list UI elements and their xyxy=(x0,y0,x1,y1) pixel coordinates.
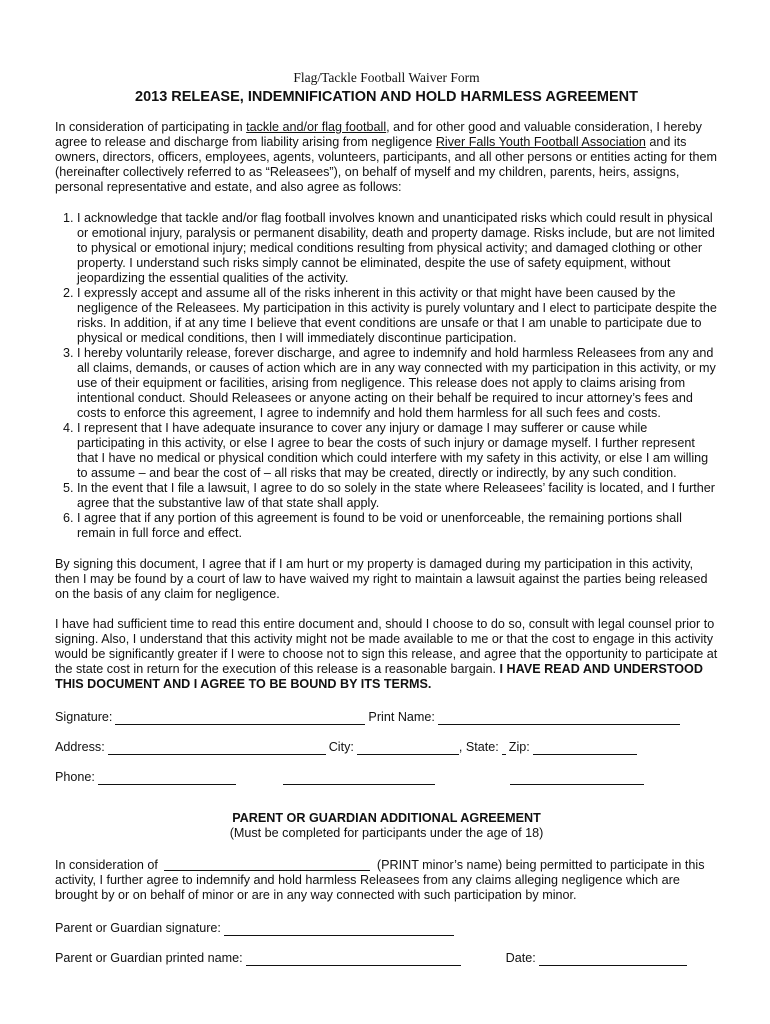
address-label: Address: xyxy=(55,740,105,754)
print-name-field[interactable] xyxy=(438,712,680,725)
guardian-printed-name-field[interactable] xyxy=(246,953,461,966)
zip-field[interactable] xyxy=(533,742,637,755)
intro-text-2: , and for other good and valuable consideration, I hereby agree to release and discharge from liability arising from negligence xyxy=(55,120,702,149)
clauses-list xyxy=(55,211,718,541)
clause-6: 6. I agree that if any portion of this agreement is found to be void or unenforceable, the remaining portions shall remain in full force and effect. xyxy=(77,511,718,541)
state-label: , State: xyxy=(458,740,499,754)
association-name: River Falls Youth Football Association xyxy=(435,135,646,149)
consideration-text-2: (PRINT minor’s name) being permitted to participate in this activity, I further agree to indemnify and hold harmless Releasees from any claims alleging negligence which are brought by or on behalf of minor or are in any way connected with such participation by minor. xyxy=(55,858,705,902)
guardian-section-title: PARENT OR GUARDIAN ADDITIONAL AGREEMENT xyxy=(232,811,541,825)
intro-paragraph xyxy=(55,120,718,195)
phone-row xyxy=(55,770,718,785)
guardian-consideration-paragraph xyxy=(55,858,718,903)
activity-name: tackle and/or flag football xyxy=(246,120,387,134)
guardian-signature-field[interactable] xyxy=(224,923,454,936)
consideration-text-1: In consideration of xyxy=(55,858,162,872)
guardian-section-subtitle: (Must be completed for participants under the age of 18) xyxy=(229,826,544,840)
agreement-title: 2013 RELEASE, INDEMNIFICATION AND HOLD HARMLESS AGREEMENT xyxy=(135,89,638,105)
sufficient-time-paragraph xyxy=(55,617,718,692)
signing-paragraph: By signing this document, I agree that if I am hurt or my property is damaged during my participation in this activity, then I may be found by a court of law to have waived my right to maintain a lawsuit against the parties being released on the basis of any claim for negligence. xyxy=(55,557,708,601)
phone-field-1[interactable] xyxy=(98,772,236,785)
minor-name-field[interactable] xyxy=(164,858,370,871)
intro-text-1: In consideration of participating in xyxy=(55,120,247,134)
phone-field-3[interactable] xyxy=(510,772,644,785)
phone-label: Phone: xyxy=(55,770,95,784)
address-row xyxy=(55,740,718,755)
state-field[interactable] xyxy=(502,742,506,755)
acknowledgement-bold: I HAVE READ AND UNDERSTOOD THIS DOCUMENT AND I AGREE TO BE BOUND BY ITS TERMS. xyxy=(55,662,703,691)
clause-1: 1. I acknowledge that tackle and/or flag football involves known and unanticipated risks which could result in physical or emotional injury, paralysis or permanent disability, death and property damage. Risks include, but are not limited to physical or emotional injury; medical conditions resulting from physical activity; and damaged clothing or other property. I understand such risks simply cannot be eliminated, despite the use of safety equipment, without jeopardizing the essential qualities of the activity. xyxy=(77,211,718,286)
clause-5: 5. In the event that I file a lawsuit, I agree to do so solely in the state where Releasees’ facility is located, and I further agree that the substantive law of that state shall apply. xyxy=(77,481,718,511)
clause-4: 4. I represent that I have adequate insurance to cover any injury or damage I may sufferer or cause while participating in this activity, or else I agree to bear the costs of such injury or damage myself. I further represent that I have no medical or physical condition which could interfere with my safety in this activity, or else I am willing to assume – and bear the cost of – all risks that may be created, directly or indirectly, by any such condition. xyxy=(77,421,718,481)
guardian-printed-name-row xyxy=(55,951,718,966)
guardian-printed-name-label: Parent or Guardian printed name: xyxy=(55,951,243,965)
city-field[interactable] xyxy=(357,742,459,755)
print-name-label: Print Name: xyxy=(368,710,435,724)
clause-2: 2. I expressly accept and assume all of the risks inherent in this activity or that might have been caused by the negligence of the Releasees. My participation in this activity is purely voluntary and I elect to participate despite the risks. In addition, if at any time I believe that event conditions are unsafe or that I am unable to participate due to physical or medical conditions, then I will immediately discontinue participation. xyxy=(77,286,718,346)
guardian-signature-row xyxy=(55,921,718,936)
date-label: Date: xyxy=(505,951,536,965)
phone-field-2[interactable] xyxy=(283,772,435,785)
intro-text-3: and its owners, directors, officers, employees, agents, volunteers, participants, and all other persons or entities acting for them (hereinafter collectively referred to as “Releasees”), on behalf of myself and my children, parents, heirs, assigns, personal representative and estate, and also agree as follows: xyxy=(55,135,717,194)
city-label: City: xyxy=(328,740,354,754)
signature-label: Signature: xyxy=(55,710,113,724)
address-field[interactable] xyxy=(108,742,326,755)
clause-3: 3. I hereby voluntarily release, forever discharge, and agree to indemnify and hold harmless Releasees from any and all claims, demands, or causes of action which are in any way connected with my participation in this activity, or my use of their equipment or facilities, arising from negligence. This release does not apply to claims arising from intentional conduct. Should Releasees or anyone acting on their behalf be required to incur attorney’s fees and costs to enforce this agreement, I agree to indemnify and hold them harmless for all such fees and costs. xyxy=(77,346,718,421)
signature-field[interactable] xyxy=(115,712,365,725)
sufficient-time-text: I have had sufficient time to read this entire document and, should I choose to do so, consult with legal counsel prior to signing. Also, I understand that this activity might not be made available to me or that the cost to engage in this activity would be significantly greater if I were to choose not to sign this release, and agree that the opportunity to participate at the state cost in return for the execution of this release is a reasonable bargain. xyxy=(55,617,718,676)
guardian-signature-label: Parent or Guardian signature: xyxy=(55,921,221,935)
signature-row xyxy=(55,710,718,725)
zip-label: Zip: xyxy=(508,740,530,754)
form-title: Flag/Tackle Football Waiver Form xyxy=(293,70,480,85)
date-field[interactable] xyxy=(539,953,687,966)
